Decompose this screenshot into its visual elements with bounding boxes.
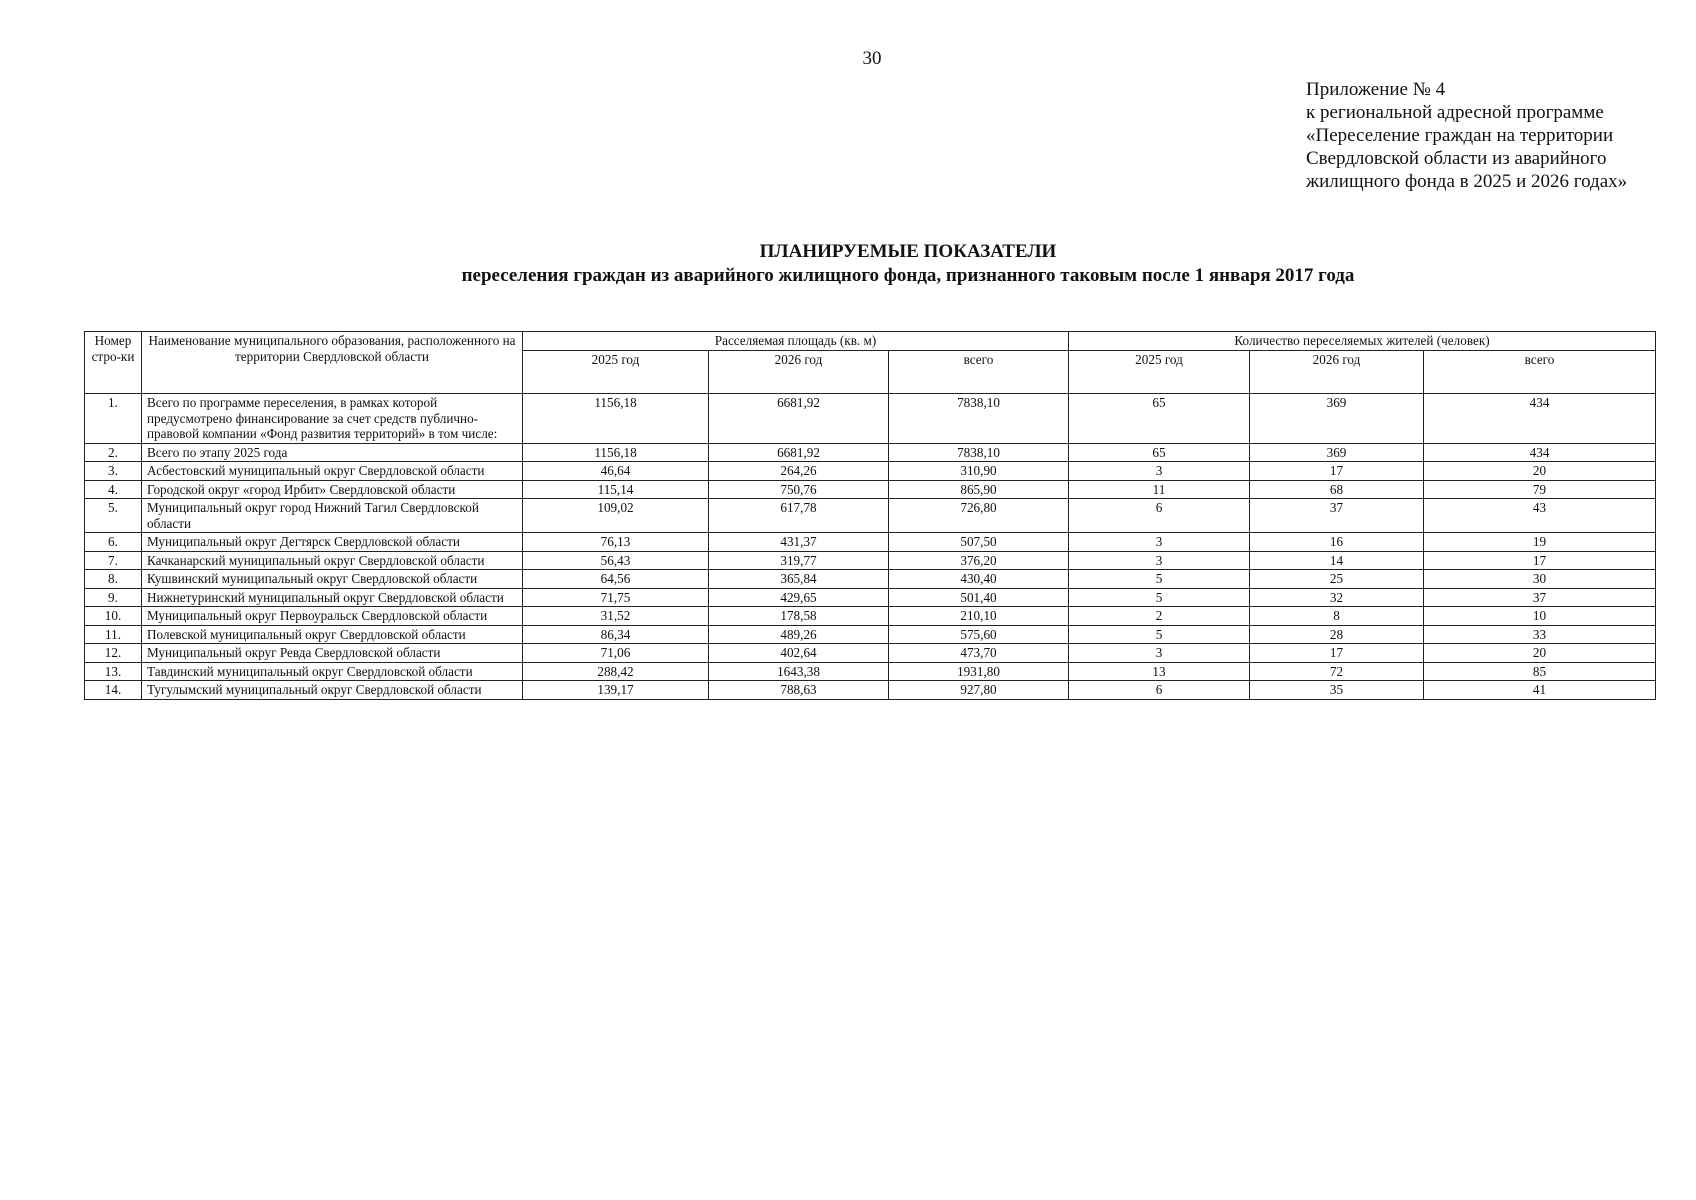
residents-total-cell: 434 — [1424, 394, 1656, 444]
table-row — [85, 499, 1656, 533]
header-area-total: всего — [889, 351, 1069, 394]
area-total-cell: 310,90 — [889, 462, 1069, 481]
area-2026-cell: 617,78 — [709, 499, 889, 533]
appendix-line: Свердловской области из аварийного — [1306, 148, 1607, 169]
residents-2026-cell: 37 — [1250, 499, 1424, 533]
area-2025-cell: 71,75 — [523, 588, 709, 607]
residents-2026-cell: 369 — [1250, 394, 1424, 444]
area-2025-cell: 64,56 — [523, 570, 709, 589]
table-row — [85, 588, 1656, 607]
residents-total-cell: 30 — [1424, 570, 1656, 589]
residents-2025-cell: 2 — [1069, 607, 1250, 626]
residents-total-cell: 43 — [1424, 499, 1656, 533]
residents-2025-cell: 13 — [1069, 662, 1250, 681]
residents-2026-cell: 35 — [1250, 681, 1424, 700]
area-2026-cell: 1643,38 — [709, 662, 889, 681]
row-number-cell: 8. — [85, 570, 142, 589]
area-2026-cell: 178,58 — [709, 607, 889, 626]
table-row — [85, 551, 1656, 570]
municipality-name-cell: Городской округ «город Ирбит» Свердловской области — [142, 480, 523, 499]
municipality-name-cell: Асбестовский муниципальный округ Свердловской области — [142, 462, 523, 481]
residents-2025-cell: 3 — [1069, 644, 1250, 663]
residents-2025-cell: 6 — [1069, 499, 1250, 533]
row-number-cell: 4. — [85, 480, 142, 499]
residents-2025-cell: 5 — [1069, 625, 1250, 644]
area-total-cell: 865,90 — [889, 480, 1069, 499]
residents-2026-cell: 25 — [1250, 570, 1424, 589]
municipality-name-cell: Тавдинский муниципальный округ Свердловской области — [142, 662, 523, 681]
header-area-group: Расселяемая площадь (кв. м) — [523, 332, 1069, 351]
header-residents-2026: 2026 год — [1250, 351, 1424, 394]
residents-2025-cell: 65 — [1069, 443, 1250, 462]
header-residents-total: всего — [1424, 351, 1656, 394]
area-total-cell: 507,50 — [889, 533, 1069, 552]
municipality-name-cell: Муниципальный округ Первоуральск Свердловской области — [142, 607, 523, 626]
area-2025-cell: 56,43 — [523, 551, 709, 570]
table-row — [85, 570, 1656, 589]
residents-2026-cell: 28 — [1250, 625, 1424, 644]
row-number-cell: 10. — [85, 607, 142, 626]
area-total-cell: 473,70 — [889, 644, 1069, 663]
row-number-cell: 14. — [85, 681, 142, 700]
area-2025-cell: 1156,18 — [523, 443, 709, 462]
row-number-cell: 5. — [85, 499, 142, 533]
municipality-name-cell: Всего по программе переселения, в рамках которой предусмотрено финансирование за счет средств публично-правовой компании «Фонд развития территорий» в том числе: — [142, 394, 523, 444]
row-number-cell: 7. — [85, 551, 142, 570]
row-number-cell: 2. — [85, 443, 142, 462]
area-2026-cell: 431,37 — [709, 533, 889, 552]
table-row — [85, 462, 1656, 481]
table-row — [85, 533, 1656, 552]
table-row — [85, 607, 1656, 626]
residents-total-cell: 10 — [1424, 607, 1656, 626]
residents-2025-cell: 65 — [1069, 394, 1250, 444]
area-2026-cell: 6681,92 — [709, 443, 889, 462]
municipality-name-cell: Муниципальный округ город Нижний Тагил Свердловской области — [142, 499, 523, 533]
area-2025-cell: 115,14 — [523, 480, 709, 499]
residents-2026-cell: 8 — [1250, 607, 1424, 626]
area-2026-cell: 788,63 — [709, 681, 889, 700]
municipality-name-cell: Тугулымский муниципальный округ Свердловской области — [142, 681, 523, 700]
residents-total-cell: 434 — [1424, 443, 1656, 462]
area-2025-cell: 71,06 — [523, 644, 709, 663]
area-total-cell: 7838,10 — [889, 394, 1069, 444]
area-total-cell: 1931,80 — [889, 662, 1069, 681]
appendix-line: жилищного фонда в 2025 и 2026 годах» — [1306, 171, 1628, 192]
area-total-cell: 501,40 — [889, 588, 1069, 607]
indicators-table — [84, 331, 1656, 700]
residents-2026-cell: 17 — [1250, 644, 1424, 663]
area-total-cell: 430,40 — [889, 570, 1069, 589]
table-row — [85, 681, 1656, 700]
row-number-cell: 1. — [85, 394, 142, 444]
table-row — [85, 644, 1656, 663]
table-row — [85, 443, 1656, 462]
area-2026-cell: 402,64 — [709, 644, 889, 663]
header-area-2025: 2025 год — [523, 351, 709, 394]
municipality-name-cell: Нижнетуринский муниципальный округ Свердловской области — [142, 588, 523, 607]
residents-2026-cell: 16 — [1250, 533, 1424, 552]
area-2025-cell: 86,34 — [523, 625, 709, 644]
header-residents-2025: 2025 год — [1069, 351, 1250, 394]
appendix-line: «Переселение граждан на территории — [1306, 125, 1614, 146]
residents-total-cell: 41 — [1424, 681, 1656, 700]
residents-2026-cell: 68 — [1250, 480, 1424, 499]
table-body — [85, 394, 1656, 700]
area-total-cell: 376,20 — [889, 551, 1069, 570]
title-sub: переселения граждан из аварийного жилищного фонда, признанного таковым после 1 января 2017 года — [461, 265, 1355, 286]
residents-2026-cell: 369 — [1250, 443, 1424, 462]
municipality-name-cell: Полевской муниципальный округ Свердловской области — [142, 625, 523, 644]
table-row — [85, 480, 1656, 499]
area-2025-cell: 76,13 — [523, 533, 709, 552]
residents-2026-cell: 72 — [1250, 662, 1424, 681]
header-name: Наименование муниципального образования, расположенного на территории Свердловской области — [142, 332, 523, 394]
residents-total-cell: 33 — [1424, 625, 1656, 644]
table-row — [85, 394, 1656, 444]
document-title — [0, 240, 1696, 288]
area-2026-cell: 6681,92 — [709, 394, 889, 444]
header-residents-group: Количество переселяемых жителей (человек) — [1069, 332, 1656, 351]
area-2025-cell: 139,17 — [523, 681, 709, 700]
area-total-cell: 927,80 — [889, 681, 1069, 700]
title-main: ПЛАНИРУЕМЫЕ ПОКАЗАТЕЛИ — [759, 241, 1057, 262]
residents-total-cell: 37 — [1424, 588, 1656, 607]
municipality-name-cell: Качканарский муниципальный округ Свердловской области — [142, 551, 523, 570]
residents-2025-cell: 6 — [1069, 681, 1250, 700]
residents-2025-cell: 3 — [1069, 551, 1250, 570]
area-total-cell: 726,80 — [889, 499, 1069, 533]
row-number-cell: 11. — [85, 625, 142, 644]
residents-total-cell: 20 — [1424, 644, 1656, 663]
appendix-line: Приложение № 4 — [1306, 79, 1446, 100]
area-total-cell: 210,10 — [889, 607, 1069, 626]
municipality-name-cell: Муниципальный округ Дегтярск Свердловской области — [142, 533, 523, 552]
municipality-name-cell: Муниципальный округ Ревда Свердловской области — [142, 644, 523, 663]
area-total-cell: 7838,10 — [889, 443, 1069, 462]
table-row — [85, 662, 1656, 681]
residents-2026-cell: 17 — [1250, 462, 1424, 481]
residents-2025-cell: 11 — [1069, 480, 1250, 499]
residents-2025-cell: 5 — [1069, 588, 1250, 607]
table-row — [85, 625, 1656, 644]
residents-2025-cell: 5 — [1069, 570, 1250, 589]
residents-total-cell: 19 — [1424, 533, 1656, 552]
area-total-cell: 575,60 — [889, 625, 1069, 644]
appendix-line: к региональной адресной программе — [1306, 102, 1604, 123]
residents-2025-cell: 3 — [1069, 533, 1250, 552]
page-number: 30 — [862, 48, 882, 69]
row-number-cell: 13. — [85, 662, 142, 681]
area-2026-cell: 365,84 — [709, 570, 889, 589]
area-2026-cell: 429,65 — [709, 588, 889, 607]
area-2025-cell: 288,42 — [523, 662, 709, 681]
appendix-note — [1306, 78, 1686, 193]
municipality-name-cell: Всего по этапу 2025 года — [142, 443, 523, 462]
residents-total-cell: 79 — [1424, 480, 1656, 499]
area-2025-cell: 31,52 — [523, 607, 709, 626]
header-row-number: Номер стро-ки — [85, 332, 142, 394]
area-2026-cell: 489,26 — [709, 625, 889, 644]
area-2026-cell: 264,26 — [709, 462, 889, 481]
row-number-cell: 6. — [85, 533, 142, 552]
residents-2026-cell: 14 — [1250, 551, 1424, 570]
residents-total-cell: 17 — [1424, 551, 1656, 570]
residents-2026-cell: 32 — [1250, 588, 1424, 607]
area-2026-cell: 319,77 — [709, 551, 889, 570]
municipality-name-cell: Кушвинский муниципальный округ Свердловской области — [142, 570, 523, 589]
area-2026-cell: 750,76 — [709, 480, 889, 499]
row-number-cell: 12. — [85, 644, 142, 663]
area-2025-cell: 1156,18 — [523, 394, 709, 444]
header-area-2026: 2026 год — [709, 351, 889, 394]
residents-total-cell: 85 — [1424, 662, 1656, 681]
row-number-cell: 3. — [85, 462, 142, 481]
area-2025-cell: 46,64 — [523, 462, 709, 481]
residents-2025-cell: 3 — [1069, 462, 1250, 481]
area-2025-cell: 109,02 — [523, 499, 709, 533]
residents-total-cell: 20 — [1424, 462, 1656, 481]
row-number-cell: 9. — [85, 588, 142, 607]
